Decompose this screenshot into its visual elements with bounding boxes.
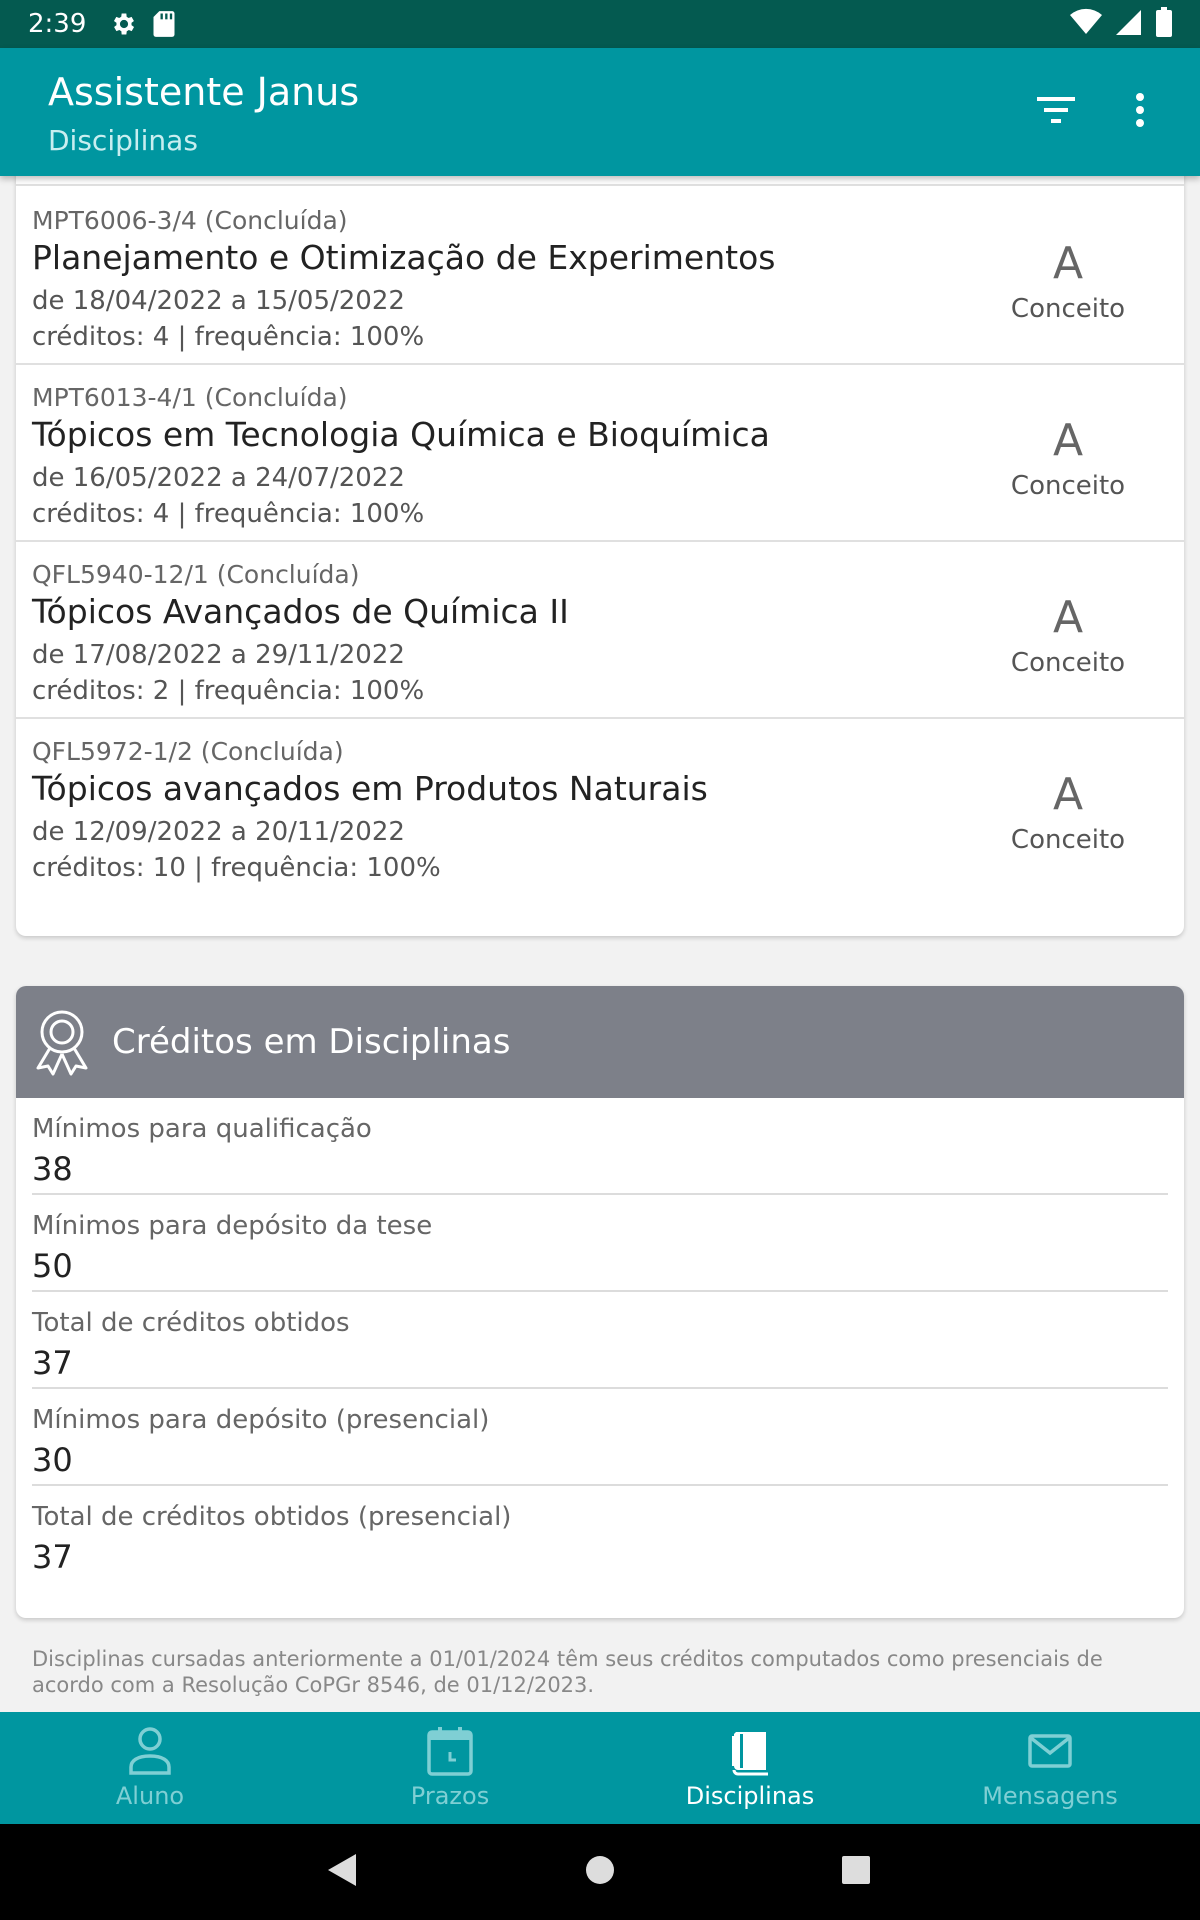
- filter-button[interactable]: [1032, 88, 1080, 136]
- course-name: Tópicos Avançados de Química II: [32, 592, 569, 631]
- more-vert-icon: [1134, 93, 1146, 132]
- system-nav-bar: [0, 1824, 1200, 1920]
- back-button[interactable]: [322, 1852, 362, 1892]
- course-code: QFL5940-12/1 (Concluída): [32, 560, 360, 589]
- signal-icon: [1116, 8, 1142, 41]
- course-credits: créditos: 4 | frequência: 100%: [32, 499, 425, 529]
- credit-row: [32, 1486, 1168, 1583]
- back-icon: [326, 1852, 358, 1893]
- course-item[interactable]: QFL5972-1/2 (Concluída) Tópicos avançados em Produtos Naturais de 12/09/2022 a 20/11/2022 créditos: 10 | frequência: 100% A Conceito: [32, 737, 1126, 883]
- home-icon: [584, 1854, 616, 1891]
- nav-item-mensagens[interactable]: [900, 1712, 1200, 1824]
- credit-label: Mínimos para depósito da tese: [32, 1211, 433, 1241]
- course-item-partial[interactable]: [16, 176, 1184, 186]
- app-subtitle: Disciplinas: [48, 124, 198, 157]
- course-item[interactable]: MPT6013-4/1 (Concluída) Tópicos em Tecnologia Química e Bioquímica de 16/05/2022 a 24/07/2022 créditos: 4 | frequência: 100% A Conceito: [16, 365, 1184, 542]
- course-name: Planejamento e Otimização de Experimentos: [32, 238, 776, 277]
- more-options-button[interactable]: [1116, 88, 1164, 136]
- battery-icon: [1156, 7, 1172, 42]
- credit-value: 37: [32, 1538, 73, 1576]
- wifi-icon: [1070, 8, 1102, 41]
- book-icon: [600, 1726, 900, 1776]
- nav-item-disciplinas[interactable]: [600, 1712, 900, 1824]
- nav-label: Prazos: [410, 1782, 490, 1810]
- credit-value: 50: [32, 1247, 73, 1285]
- gear-icon: [110, 10, 138, 38]
- credit-label: Mínimos para depósito (presencial): [32, 1405, 490, 1435]
- calendar-clock-icon: [300, 1726, 600, 1776]
- credit-label: Total de créditos obtidos (presencial): [32, 1502, 512, 1532]
- courses-card: [16, 176, 1184, 936]
- credit-value: 38: [32, 1150, 73, 1188]
- nav-label: Aluno: [115, 1782, 185, 1810]
- credit-row: [32, 1292, 1168, 1389]
- course-credits: créditos: 2 | frequência: 100%: [32, 676, 425, 706]
- course-code: QFL5972-1/2 (Concluída): [32, 737, 344, 766]
- course-dates: de 18/04/2022 a 15/05/2022: [32, 286, 405, 316]
- app-title: Assistente Janus: [48, 70, 360, 114]
- course-dates: de 16/05/2022 a 24/07/2022: [32, 463, 405, 493]
- credits-header: [16, 986, 1184, 1098]
- course-name: Tópicos avançados em Produtos Naturais: [32, 769, 708, 808]
- nav-item-prazos[interactable]: [300, 1712, 600, 1824]
- course-credits: créditos: 4 | frequência: 100%: [32, 322, 425, 352]
- course-code: MPT6006-3/4 (Concluída): [32, 206, 348, 235]
- filter-icon: [1037, 95, 1075, 130]
- nav-label: Mensagens: [982, 1782, 1118, 1810]
- course-dates: de 12/09/2022 a 20/11/2022: [32, 817, 405, 847]
- footnote: Disciplinas cursadas anteriormente a 01/01/2024 têm seus créditos computados como presenciais de acordo com a Resolução CoPGr 8546, de 01/12/2023.: [32, 1647, 1103, 1697]
- nav-item-aluno[interactable]: [0, 1712, 300, 1824]
- award-icon: [32, 1008, 92, 1081]
- credit-row: [32, 1389, 1168, 1486]
- credit-value: 37: [32, 1344, 73, 1382]
- credit-row: [32, 1195, 1168, 1292]
- course-credits: créditos: 10 | frequência: 100%: [32, 853, 441, 883]
- course-dates: de 17/08/2022 a 29/11/2022: [32, 640, 405, 670]
- course-item[interactable]: MPT6006-3/4 (Concluída) Planejamento e Otimização de Experimentos de 18/04/2022 a 15/05/2022 créditos: 4 | frequência: 100% A Conceito: [16, 188, 1184, 365]
- home-button[interactable]: [580, 1852, 620, 1892]
- nav-label: Disciplinas: [685, 1782, 815, 1810]
- course-item[interactable]: QFL5940-12/1 (Concluída) Tópicos Avançados de Química II de 17/08/2022 a 29/11/2022 créditos: 2 | frequência: 100% A Conceito: [16, 542, 1184, 719]
- status-bar: [0, 0, 1200, 48]
- credit-row: [32, 1098, 1168, 1195]
- credit-label: Mínimos para qualificação: [32, 1114, 372, 1144]
- course-code: MPT6013-4/1 (Concluída): [32, 383, 348, 412]
- recents-button[interactable]: [836, 1852, 876, 1892]
- course-name: Tópicos em Tecnologia Química e Bioquímica: [32, 415, 770, 454]
- app-bar: [0, 48, 1200, 176]
- credit-label: Total de créditos obtidos: [32, 1308, 350, 1338]
- mail-icon: [900, 1726, 1200, 1772]
- sd-card-icon: [152, 10, 176, 38]
- status-time: 2:39: [28, 9, 87, 39]
- bottom-nav: [0, 1712, 1200, 1824]
- credit-value: 30: [32, 1441, 73, 1479]
- recents-icon: [841, 1855, 871, 1890]
- credits-card: [16, 986, 1184, 1618]
- person-icon: [0, 1726, 300, 1776]
- credits-title: Créditos em Disciplinas: [112, 1022, 511, 1062]
- content-scroll[interactable]: [0, 176, 1200, 1712]
